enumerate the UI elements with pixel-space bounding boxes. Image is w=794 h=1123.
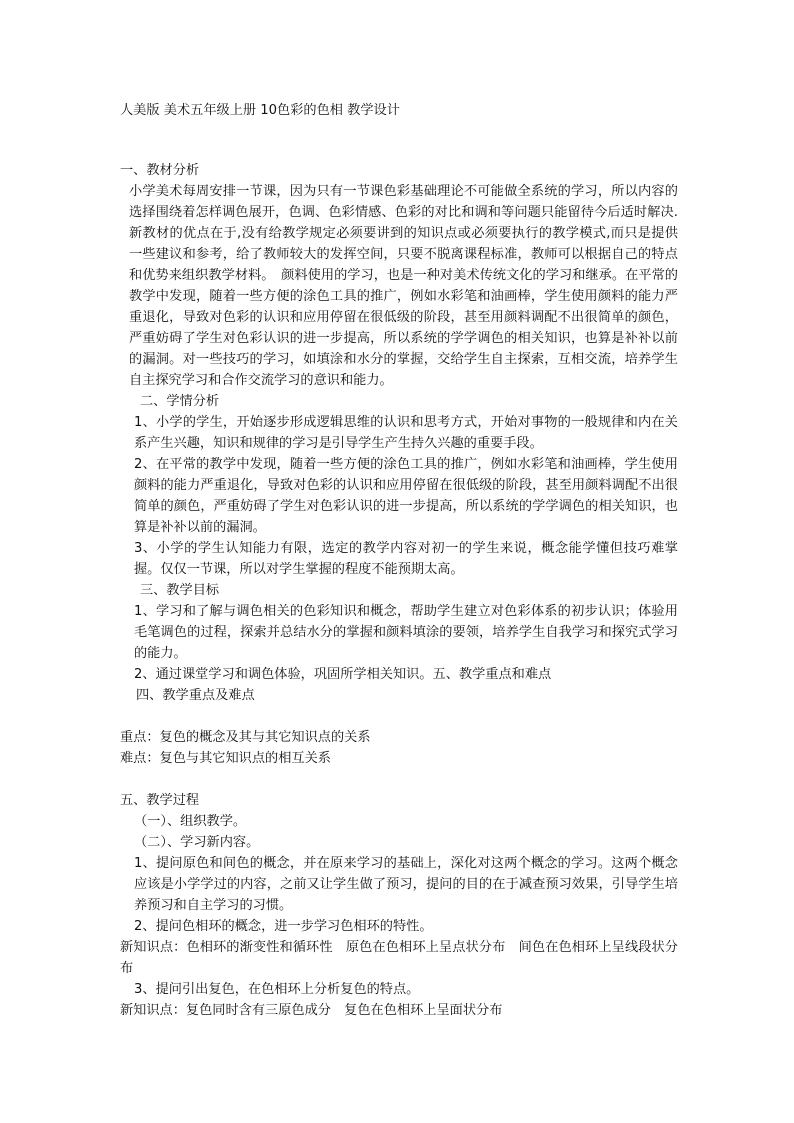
section-5-paragraph-1: 1、提问原色和间色的概念，并在原来学习的基础上，深化对这两个概念的学习。这两个概念应该是小学学过的内容，之前又让学生做了预习，提问的目的在于减查预习效果，引导学生培养预习和自主学习的习惯。: [134, 856, 678, 913]
key-point: 重点：复色的概念及其与其它知识点的关系: [120, 730, 371, 745]
new-knowledge-1: 新知识点：色相环的渐变性和循环性 原色在色相环上呈点状分布 间色在色相环上呈线段状分布: [120, 940, 678, 976]
section-1-paragraph: 小学美术每周安排一节课，因为只有一节课色彩基础理论不可能做全系统的学习，所以内容的选择围绕着怎样调色展开，色调、色彩情感、色彩的对比和调和等问题只能留待今后适时解决.新教材的优点在于,没有给教学规定必须要讲到的知识点或必须要执行的教学模式,而只是提供一些建议和参考，给了教师较大的发挥空间，只要不脱离课程标准，教师可以根据自己的特点和优势来组织教学材料。 颜料使用的学习，也是一种对美术传统文化的学习和继承。在平常的教学中发现，随着一些方便的涂色工具的推广，例如水彩笔和油画棒，学生使用颜料的能力严重退化，导致对色彩的认识和应用停留在很低级的阶段，甚至用颜料调配不出很简单的颜色，严重妨碍了学生对色彩认识的进一步提高，所以系统的学学调色的相关知识，也算是补补以前的漏洞。对一些技巧的学习，如填涂和水分的掌握，交给学生自主探索，互相交流，培养学生自主探究学习和合作交流学习的意识和能力。: [129, 184, 678, 388]
section-5-heading: 五、教学过程: [120, 793, 200, 808]
new-knowledge-2: 新知识点：复色同时含有三原色成分 复色在色相环上呈面状分布: [120, 1003, 503, 1018]
section-4-heading: 四、教学重点及难点: [136, 688, 255, 703]
section-2-paragraph-2: 2、在平常的教学中发现，随着一些方便的涂色工具的推广，例如水彩笔和油画棒，学生使用颜料的能力严重退化，导致对色彩的认识和应用停留在很低级的阶段，甚至用颜料调配不出很简单的颜色，严重妨碍了学生对色彩认识的进一步提高，所以系统的学学调色的相关知识，也算是补补以前的漏洞。: [134, 457, 678, 535]
section-5-paragraph-2: 2、提问色相环的概念，进一步学习色相环的特性。: [134, 919, 433, 934]
section-3-heading: 三、教学目标: [140, 583, 220, 598]
section-5-paragraph-3: 3、提问引出复色，在色相环上分析复色的特点。: [134, 982, 420, 997]
document-title: 人美版 美术五年级上册 10色彩的色相 教学设计: [120, 103, 400, 118]
section-5-step-1: （一）、组织教学。: [134, 814, 247, 829]
section-1-heading: 一、教材分析: [120, 163, 200, 178]
difficult-point: 难点：复色与其它知识点的相互关系: [120, 751, 331, 766]
section-3-paragraph-2: 2、通过课堂学习和调色体验，巩固所学相关知识。五、教学重点和难点: [134, 667, 552, 682]
section-2-paragraph-1: 1、小学的学生，开始逐步形成逻辑思维的认识和思考方式，开始对事物的一般规律和内在关系产生兴趣，知识和规律的学习是引导学生产生持久兴趣的重要手段。: [134, 415, 678, 451]
section-2-heading: 二、学情分析: [140, 394, 220, 409]
section-5-step-2: （二）、学习新内容。: [134, 835, 260, 850]
spacer: [120, 706, 678, 727]
spacer: [120, 769, 678, 790]
document-body: [120, 160, 678, 1021]
section-3-paragraph-1: 1、学习和了解与调色相关的色彩知识和概念，帮助学生建立对色彩体系的初步认识；体验用毛笔调色的过程，探索并总结水分的掌握和颜料填涂的要领，培养学生自我学习和探究式学习的能力。: [134, 604, 678, 661]
section-2-paragraph-3: 3、小学的学生认知能力有限，选定的教学内容对初一的学生来说，概念能学懂但技巧难掌握。仅仅一节课，所以对学生掌握的程度不能预期太高。: [134, 541, 678, 577]
